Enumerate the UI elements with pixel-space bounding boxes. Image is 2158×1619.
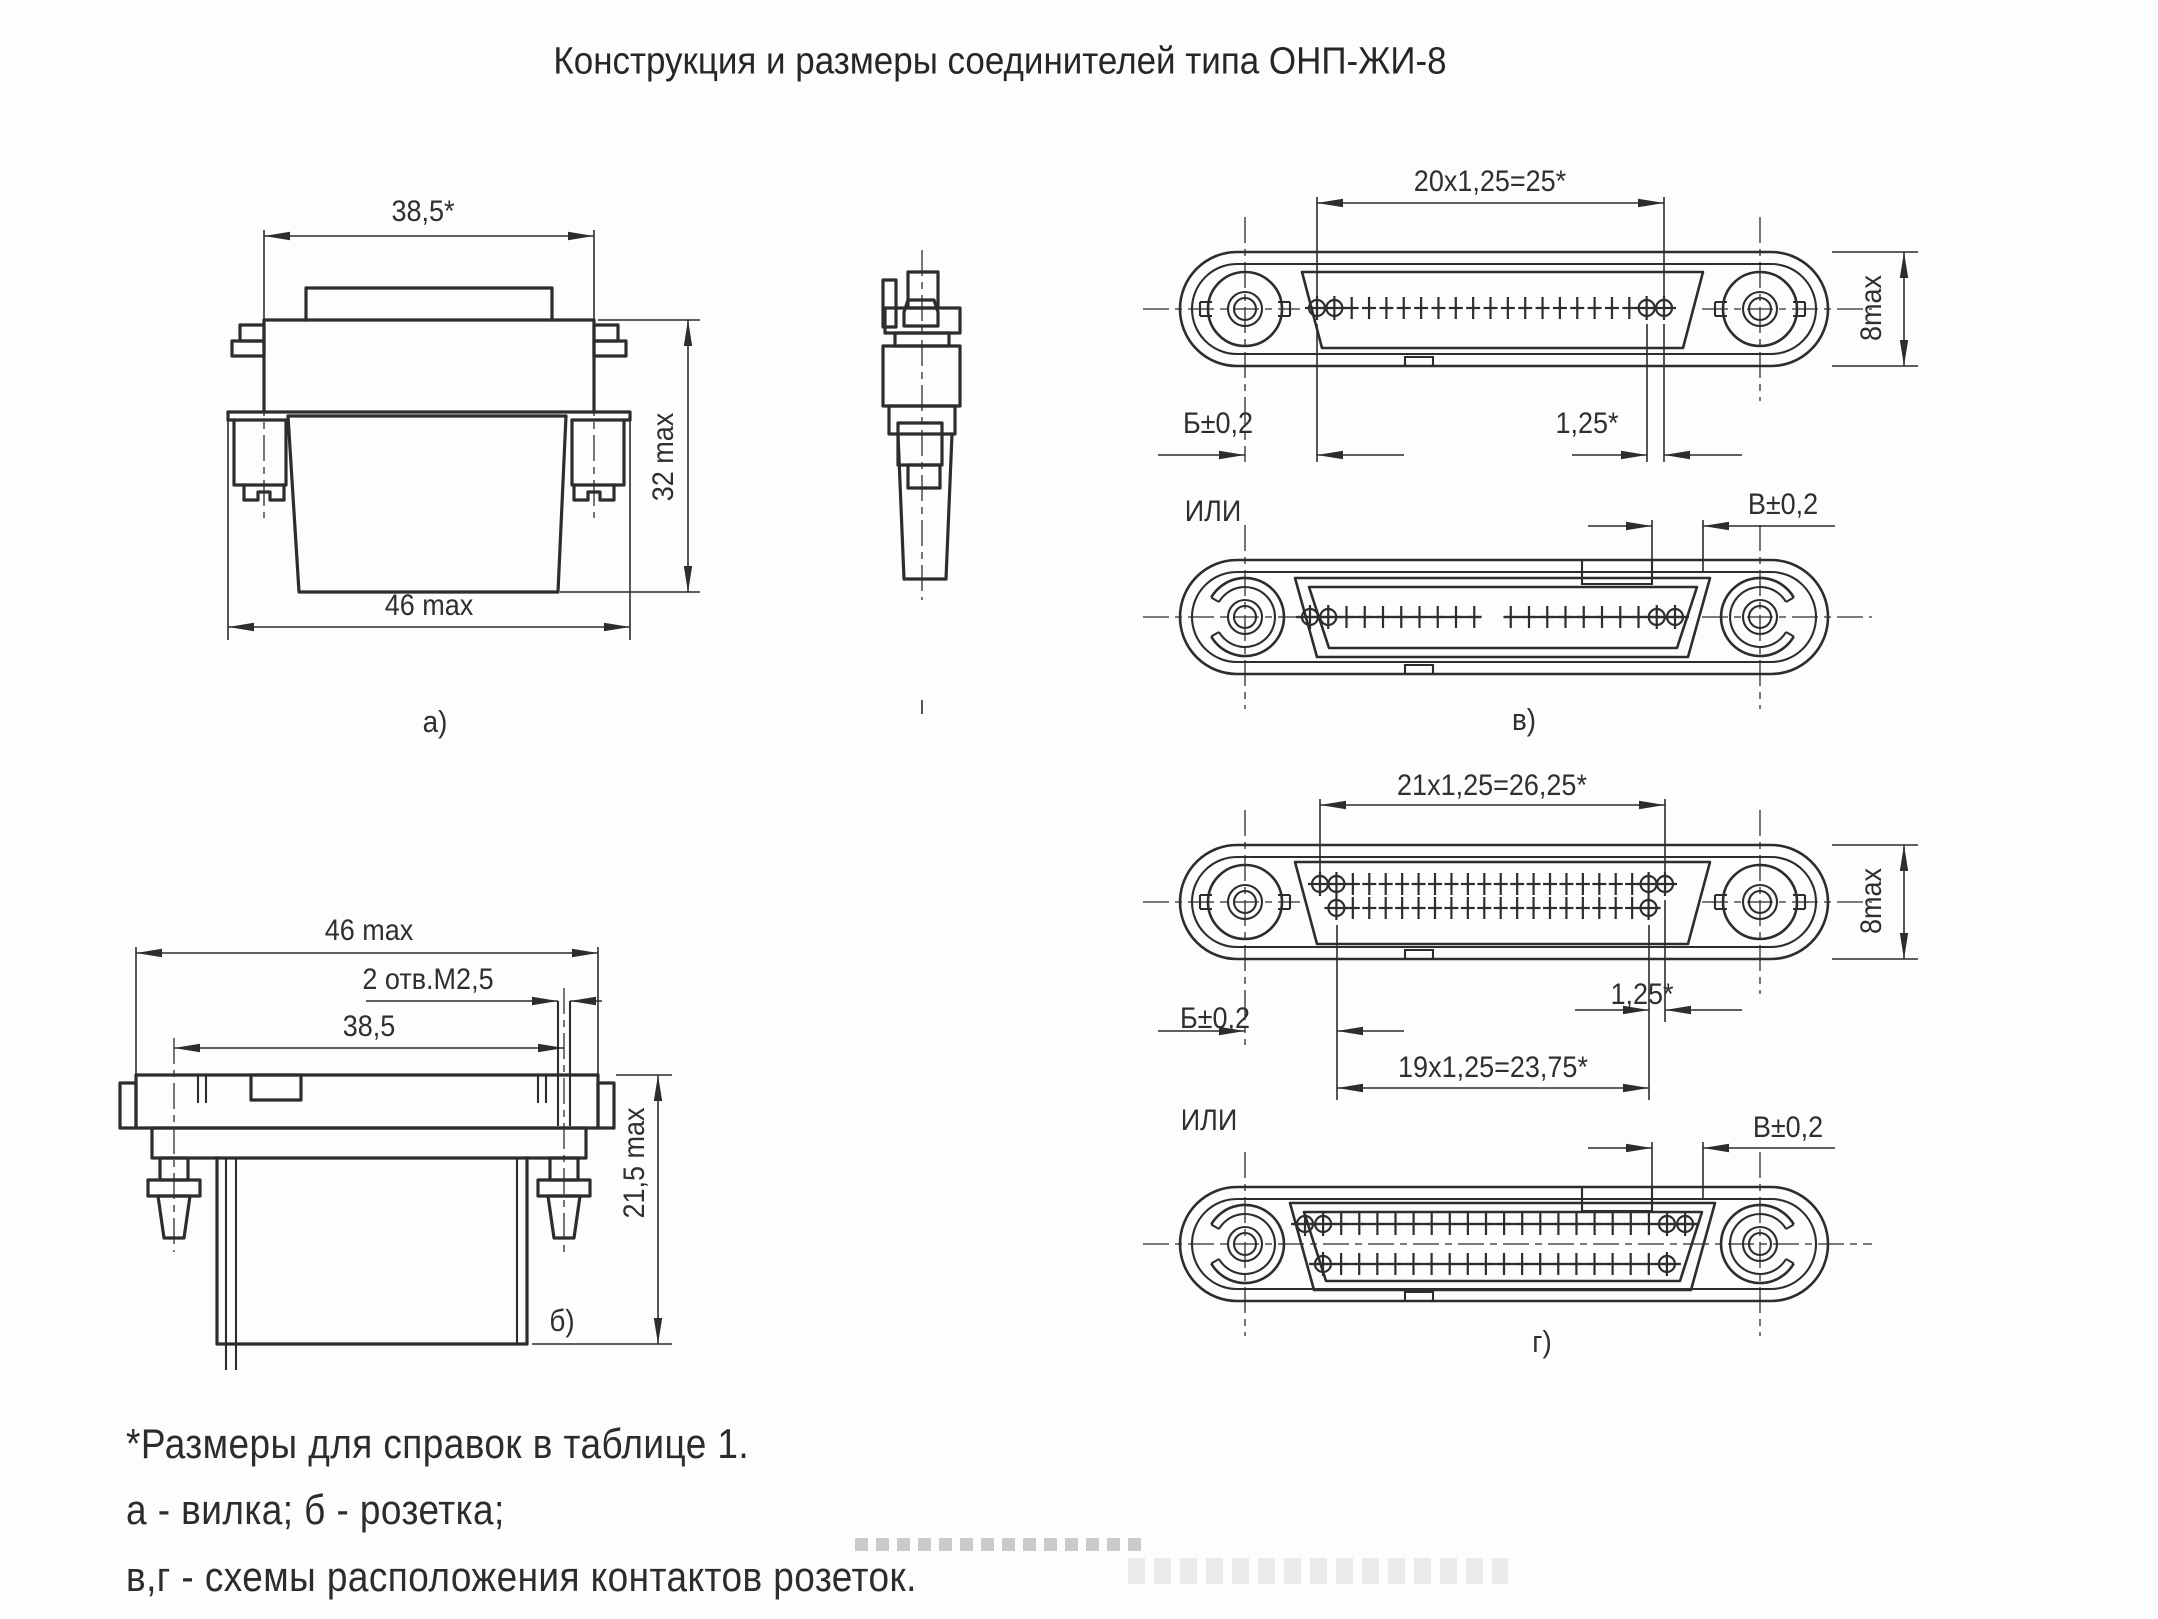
dim-label-v-height: 8max — [1855, 274, 1888, 342]
dim-label-b-height: 21,5 max — [618, 1107, 651, 1219]
dim-label-a-height: 32 max — [647, 412, 680, 502]
watermark-artifact — [1128, 1558, 1508, 1584]
view-v-dimensions — [1158, 197, 1918, 585]
footnote-v-g: в,г - схемы расположения контактов розеток. — [126, 1553, 917, 1600]
dim-label-v-v-tol: В±0,2 — [1747, 488, 1819, 521]
footnote-reference: *Размеры для справок в таблице 1. — [126, 1420, 750, 1467]
footnote-a-b: а - вилка; б - розетка; — [126, 1486, 505, 1533]
dim-label-v-row: 20х1,25=25* — [1413, 165, 1567, 198]
plug-side-view-drawing — [883, 250, 960, 714]
view-a-caption: а) — [422, 704, 448, 739]
dim-label-b-pitch: 38,5 — [342, 1010, 396, 1043]
dim-label-v-b-tol: Б±0,2 — [1182, 407, 1254, 440]
dim-label-g-height: 8max — [1855, 867, 1888, 935]
dim-label-g-row-top: 21х1,25=26,25* — [1397, 769, 1587, 802]
view-g-or-label: ИЛИ — [1180, 1104, 1238, 1137]
view-g-caption: г) — [1532, 1324, 1552, 1359]
dim-label-a-top-width: 38,5* — [391, 195, 455, 228]
view-b-caption: б) — [549, 1303, 575, 1338]
dim-label-v-step: 1,25* — [1555, 407, 1619, 440]
dim-label-b-holes: 2 отв.М2,5 — [362, 963, 494, 996]
dim-label-g-step: 1,25* — [1610, 978, 1674, 1011]
dim-label-g-b-tol: Б±0,2 — [1179, 1002, 1251, 1035]
view-a-plug-drawing — [228, 230, 700, 640]
dim-label-b-width: 46 max — [324, 914, 414, 947]
dim-label-g-v-tol: В±0,2 — [1752, 1111, 1824, 1144]
dim-label-g-row-bottom: 19х1,25=23,75* — [1398, 1051, 1588, 1084]
view-v-or-label: ИЛИ — [1184, 495, 1242, 528]
dim-label-a-bottom-width: 46 max — [384, 589, 474, 622]
watermark-artifact — [855, 1538, 1145, 1551]
view-b-socket-drawing — [120, 947, 672, 1370]
page-title: Конструкция и размеры соединителей типа ОНП-ЖИ-8 — [553, 40, 1447, 83]
view-v-caption: в) — [1511, 702, 1537, 737]
